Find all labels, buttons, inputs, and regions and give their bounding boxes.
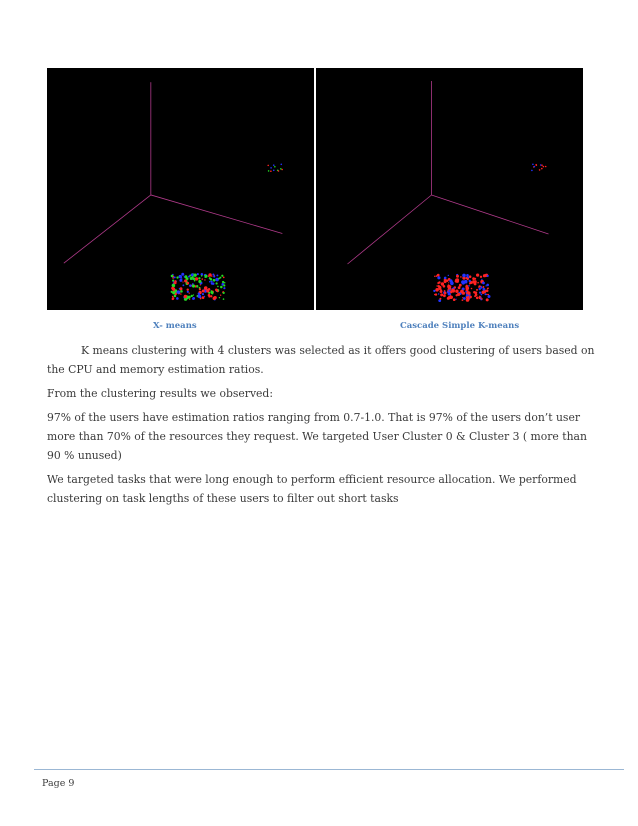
scatter-point (487, 275, 489, 277)
scatter-point (220, 286, 223, 289)
scatter-point (535, 164, 537, 166)
scatter-point (467, 291, 470, 294)
scatter-point (174, 280, 176, 282)
scatter-point (435, 293, 437, 295)
scatter-point (479, 288, 481, 290)
points-group (433, 164, 546, 303)
x-axis (432, 195, 549, 234)
scatter-point (176, 276, 178, 278)
scatter-point (487, 288, 489, 290)
scatter-point (438, 283, 439, 284)
scatter-point (469, 275, 472, 278)
scatter-point (443, 294, 446, 297)
scatter-point (212, 274, 214, 276)
figure-caption-cascade: Cascade Simple K-means (400, 321, 520, 331)
scatter-point (181, 273, 184, 276)
scatter-point (462, 299, 464, 301)
scatter-point (438, 287, 441, 290)
scatter-point (486, 290, 488, 292)
scatter-point (187, 282, 190, 285)
scatter-point (476, 289, 478, 291)
scatter-point (437, 274, 440, 277)
scatter-point (543, 166, 545, 168)
scatter-point (199, 288, 201, 290)
scatter-point (267, 165, 269, 167)
scatter-point (450, 282, 454, 286)
scatter-point (174, 295, 177, 298)
scatter-point (208, 294, 211, 297)
scatter-point (541, 168, 543, 170)
scatter-point (486, 298, 489, 301)
z-axis (348, 195, 432, 264)
scatter-point (216, 274, 218, 276)
scatter-point (220, 295, 221, 296)
scatter-point (477, 282, 479, 284)
x-axis (151, 195, 283, 234)
scatter-point (198, 280, 201, 283)
scatter-point (218, 278, 220, 280)
scatter-point (481, 279, 482, 280)
z-axis (64, 195, 151, 263)
scatter-point (202, 289, 205, 292)
scatter-point (206, 289, 209, 292)
scatter-point (475, 280, 477, 282)
scatter-point (448, 278, 449, 279)
scatter-point (209, 277, 211, 279)
scatter-point (488, 295, 491, 298)
cascade-3d-scatter (316, 68, 583, 310)
scatter-point (204, 286, 208, 290)
scatter-point (531, 170, 533, 172)
scatter-point (440, 290, 443, 293)
scatter-point (201, 275, 203, 277)
scatter-point (472, 277, 475, 280)
scatter-point (270, 170, 272, 172)
scatter-point (469, 280, 471, 282)
scatter-point (210, 291, 213, 294)
scatter-point (172, 278, 173, 279)
scatter-point (184, 295, 187, 298)
scatter-point (191, 295, 193, 297)
scatter-point (479, 296, 481, 298)
scatter-point (274, 166, 276, 168)
scatter-point (483, 288, 486, 291)
scatter-point (458, 286, 461, 289)
scatter-point (202, 296, 205, 299)
scatter-point (187, 288, 189, 290)
scatter-point (280, 163, 282, 165)
scatter-point (189, 299, 190, 300)
scatter-point (189, 292, 190, 293)
scatter-point (172, 287, 175, 290)
scatter-point (216, 282, 218, 284)
scatter-point (482, 291, 485, 294)
scatter-point (482, 282, 485, 285)
scatter-point (280, 168, 282, 170)
scatter-point (482, 286, 484, 288)
scatter-point (223, 287, 225, 289)
scatter-point (545, 166, 547, 168)
scatter-point (448, 282, 449, 283)
scatter-point (481, 287, 483, 289)
scatter-point (471, 288, 473, 290)
scatter-point (180, 290, 183, 293)
page-number: Page 9 (42, 778, 75, 789)
scatter-point (212, 282, 215, 285)
scatter-point (180, 293, 181, 294)
scatter-point (192, 284, 195, 287)
scatter-point (213, 279, 216, 282)
scatter-point (436, 285, 437, 286)
scatter-point (443, 285, 446, 288)
scatter-point (195, 277, 198, 280)
scatter-point (438, 293, 439, 294)
scatter-point (435, 288, 439, 292)
scatter-point (456, 280, 459, 283)
scatter-point (182, 284, 184, 286)
scatter-point (191, 276, 193, 278)
scatter-point (273, 164, 275, 166)
figure-caption-xmeans: X- means (153, 321, 197, 331)
scatter-point (439, 298, 441, 300)
scatter-point (465, 291, 467, 293)
scatter-point (460, 290, 464, 294)
scatter-point (273, 170, 275, 172)
scatter-point (223, 277, 225, 279)
scatter-point (202, 293, 204, 295)
scatter-point (219, 297, 220, 298)
scatter-point (194, 280, 196, 282)
scatter-point (444, 277, 447, 280)
scatter-point (197, 273, 199, 275)
scatter-point (211, 281, 213, 283)
scatter-point (223, 298, 225, 300)
scatter-point (179, 275, 182, 278)
scatter-point (217, 290, 219, 292)
scatter-point (172, 296, 174, 298)
paragraph-kmeans-selection: K means clustering with 4 clusters was selected as it offers good clustering of users based on the CPU and memory estimation ratios. (47, 344, 595, 376)
scatter-point (455, 290, 458, 293)
scatter-point (469, 283, 471, 285)
scatter-point (463, 297, 466, 300)
scatter-point (434, 276, 435, 277)
scatter-point (198, 277, 200, 279)
scatter-point (448, 296, 451, 299)
scatter-point (200, 298, 202, 300)
scatter-point (204, 275, 207, 278)
scatter-point (171, 275, 174, 278)
scatter-point (201, 278, 203, 280)
scatter-point (532, 164, 534, 166)
scatter-point (193, 273, 196, 276)
xmeans-3d-scatter (47, 68, 314, 310)
scatter-point (221, 275, 223, 277)
scatter-point (484, 275, 486, 277)
scatter-point (485, 285, 486, 286)
scatter-point (198, 293, 200, 295)
paragraph-estimation-ratios: 97% of the users have estimation ratios ranging from 0.7-1.0. That is 97% of the users don’t user more than 70% of the resources they request. We targeted User Cluster 0 & Cluster 3 ( more than 90 % unused) (47, 411, 587, 462)
scatter-point (187, 291, 189, 293)
scatter-point (534, 166, 536, 168)
cascade-kmeans-plot (316, 68, 583, 310)
scatter-point (478, 285, 480, 287)
scatter-point (479, 292, 481, 294)
scatter-point (213, 297, 216, 300)
scatter-point (469, 296, 470, 297)
scatter-point (172, 284, 176, 288)
scatter-point (177, 290, 181, 294)
scatter-point (456, 299, 457, 300)
scatter-point (433, 290, 435, 292)
scatter-point (440, 293, 443, 296)
scatter-point (468, 285, 470, 287)
scatter-point (198, 295, 202, 299)
scatter-point (451, 289, 454, 292)
scatter-point (176, 297, 179, 300)
scatter-point (172, 291, 175, 294)
scatter-point (179, 288, 180, 289)
scatter-point (460, 276, 462, 278)
scatter-point (459, 284, 462, 287)
scatter-point (211, 276, 212, 277)
scatter-point (476, 274, 479, 277)
scatter-point (224, 282, 226, 284)
scatter-point (481, 294, 483, 296)
scatter-point (444, 290, 446, 292)
scatter-point (217, 286, 219, 288)
scatter-point (174, 276, 176, 278)
scatter-point (466, 298, 469, 301)
scatter-point (278, 170, 280, 172)
scatter-point (184, 276, 185, 277)
paragraph-task-lengths: We targeted tasks that were long enough to perform efficient resource allocation. We performed clustering on task lengths of these users to filter out short tasks (47, 473, 577, 505)
scatter-point (184, 279, 187, 282)
points-group (171, 163, 283, 300)
scatter-point (467, 278, 469, 280)
paragraph-observed: From the clustering results we observed: (47, 387, 273, 400)
scatter-point (268, 170, 270, 172)
scatter-point (480, 276, 482, 278)
scatter-point (462, 274, 466, 278)
scatter-point (181, 278, 182, 279)
scatter-point (476, 297, 479, 300)
scatter-point (209, 281, 211, 283)
scatter-point (189, 284, 192, 287)
scatter-point (448, 275, 449, 276)
scatter-point (223, 284, 225, 286)
scatter-point (223, 292, 225, 294)
scatter-point (539, 169, 541, 171)
scatter-point (172, 298, 174, 300)
scatter-point (457, 293, 460, 296)
scatter-point (472, 282, 474, 284)
scatter-point (188, 276, 190, 278)
figure-row (47, 68, 583, 310)
scatter-point (193, 294, 194, 295)
scatter-point (182, 281, 183, 282)
scatter-point (481, 298, 483, 300)
scatter-point (446, 280, 448, 282)
scatter-point (173, 281, 174, 282)
scatter-point (270, 167, 272, 169)
scatter-point (456, 275, 459, 278)
footer-divider (34, 769, 624, 770)
scatter-point (436, 275, 438, 277)
scatter-point (462, 281, 465, 284)
scatter-point (192, 297, 195, 300)
scatter-point (485, 293, 487, 295)
scatter-point (473, 291, 475, 293)
scatter-point (444, 292, 447, 295)
xmeans-plot (47, 68, 314, 310)
scatter-point (448, 284, 450, 286)
scatter-point (453, 298, 456, 301)
scatter-point (541, 164, 543, 166)
scatter-point (204, 279, 205, 280)
scatter-point (437, 276, 440, 279)
